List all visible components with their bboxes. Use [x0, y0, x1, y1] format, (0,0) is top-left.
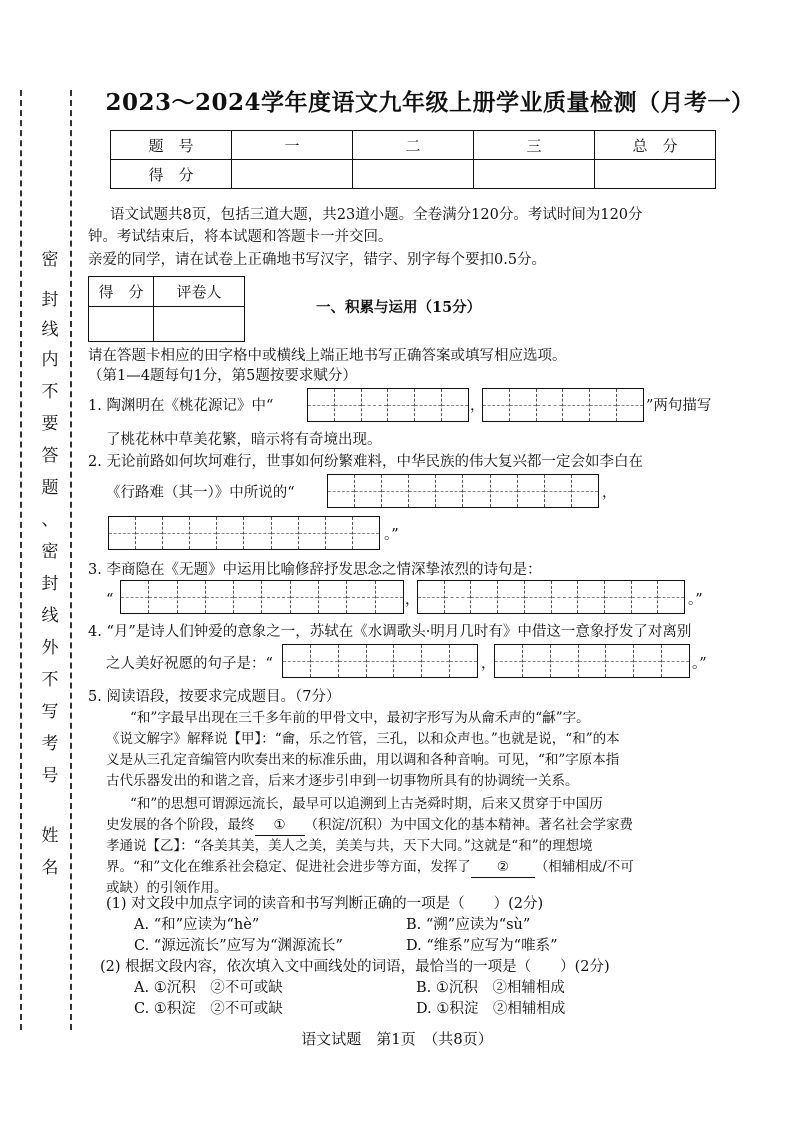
- q5-paragraph-line: 古代乐器发出的和谐之音，后来才逐步引申到一切事物所具有的协调统一关系。: [106, 773, 579, 789]
- score-header-cell: 三: [474, 131, 595, 160]
- intro-line: 钟。考试结束后，将本试题和答题卡一并交回。: [88, 229, 393, 245]
- side-char: 、: [38, 510, 62, 530]
- q4-answer-grid-2[interactable]: [494, 644, 690, 678]
- section-instruction: （第1—4题每句1分，第5题按要求赋分）: [88, 368, 357, 384]
- q1-answer-grid-1[interactable]: [307, 388, 469, 422]
- q5-sub2-option-d[interactable]: D. ①积淀 ②相辅相成: [416, 1001, 566, 1017]
- score-table: [110, 130, 716, 189]
- intro-line: 亲爱的同学，请在试卷上正确地书写汉字，错字、别字每个要扣0.5分。: [88, 252, 547, 268]
- q4-text: 之人美好祝愿的句子是：“: [106, 656, 273, 672]
- side-char: 答: [38, 446, 62, 466]
- q5-paragraph-line: [106, 857, 634, 878]
- q1-comma: ，: [470, 398, 485, 414]
- q2-answer-grid-2[interactable]: [108, 516, 380, 550]
- side-char: 密: [38, 542, 62, 562]
- score-header-cell: 一: [232, 131, 353, 160]
- q5-header: 5. 阅读语段，按要求完成题目。（7分）: [88, 689, 341, 705]
- q3-answer-grid-1[interactable]: [120, 580, 404, 614]
- side-char: 封: [38, 574, 62, 594]
- q3-end: 。”: [688, 592, 703, 608]
- q5-text-fragment: （积淀/沉积）为中国文化的基本精神。著名社会学家费: [304, 817, 634, 833]
- side-char: 写: [38, 702, 62, 722]
- eval-table: [88, 276, 245, 342]
- q1-text: ”两句描写: [646, 398, 712, 414]
- q5-text-fragment: 界。“和”文化在维系社会稳定、促进社会进步等方面，发挥了: [106, 859, 471, 875]
- q3-open: “: [106, 592, 114, 608]
- side-char: 考: [38, 734, 62, 754]
- score-input-cell[interactable]: [474, 160, 595, 189]
- q5-paragraph-line: 孝通说【乙】：“各美其美，美人之美，美美与共，天下大同。”这就是“和”的理想境: [106, 838, 593, 854]
- score-input-cell[interactable]: [595, 160, 716, 189]
- q5-paragraph-line: 义是从三孔定音编管内吹奏出来的标准乐曲，用以调和各种音响。可见，“和”字原本指: [106, 752, 620, 768]
- q1-text: 了桃花林中草美花繁，暗示将有奇境出现。: [106, 432, 382, 448]
- eval-input-cell[interactable]: [89, 307, 154, 342]
- q2-text: 《行路难（其一）》中所说的“: [106, 485, 295, 501]
- side-char: 内: [38, 350, 62, 370]
- q4-answer-grid-1[interactable]: [282, 644, 478, 678]
- section-heading: 一、积累与运用（15分）: [316, 299, 482, 316]
- q5-sub1-option-a[interactable]: A. “和”应读为“hè”: [134, 917, 260, 933]
- q4-end: 。”: [692, 656, 707, 672]
- q2-text: 2. 无论前路如何坎坷难行，世事如何纷繁难料，中华民族的伟大复兴都一定会如李白在: [88, 454, 643, 470]
- side-char: 线: [38, 606, 62, 626]
- score-label-cell: 得 分: [111, 160, 232, 189]
- score-header-cell: 二: [353, 131, 474, 160]
- side-char: 名: [38, 858, 62, 878]
- side-char: 封: [38, 290, 62, 310]
- q5-sub1-option-b[interactable]: B. “溯”应读为“sù”: [406, 917, 531, 933]
- q5-paragraph-line: “和”的思想可谓源远流长，最早可以追溯到上古尧舜时期，后来又贯穿于中国历: [130, 796, 603, 812]
- q5-sub2-option-b[interactable]: B. ①沉积 ②相辅相成: [416, 980, 565, 996]
- q5-paragraph-line: 《说文解字》解释说【甲】：“龠，乐之竹管，三孔，以和众声也。”也就是说，“和”的本: [106, 731, 620, 747]
- eval-input-cell[interactable]: [154, 307, 245, 342]
- q4-text: 4. “月”是诗人们钟爱的意象之一，苏轼在《水调歌头·明月几时有》中借这一意象抒发了对离别: [88, 624, 692, 640]
- q5-blank-2[interactable]: ②: [471, 857, 535, 878]
- side-char: 姓: [38, 826, 62, 846]
- q3-comma: ，: [405, 592, 420, 608]
- q3-text: 3. 李商隐在《无题》中运用比喻修辞抒发思念之情深挚浓烈的诗句是：: [88, 562, 542, 578]
- q5-sub1-option-d[interactable]: D. “维系”应写为“唯系”: [406, 938, 558, 954]
- score-input-cell[interactable]: [353, 160, 474, 189]
- binding-line-inner: [70, 90, 72, 1030]
- section-instruction: 请在答题卡相应的田字格中或横线上端正地书写正确答案或填写相应选项。: [88, 348, 567, 364]
- side-char: 外: [38, 638, 62, 658]
- q5-sub1-option-c[interactable]: C. “源远流长”应写为“渊源流长”: [134, 938, 343, 954]
- side-char: 不: [38, 670, 62, 690]
- binding-line-outer: [20, 90, 22, 1030]
- page-footer: 语文试题 第1页 （共8页）: [301, 1030, 493, 1048]
- q5-sub2-option-c[interactable]: C. ①积淀 ②不可或缺: [134, 1001, 283, 1017]
- q2-comma: ，: [602, 485, 617, 501]
- side-char: 不: [38, 382, 62, 402]
- q2-end: 。”: [384, 527, 399, 543]
- q3-answer-grid-2[interactable]: [417, 580, 685, 614]
- q5-paragraph-line: “和”字最早出现在三千多年前的甲骨文中，最初字形写为从龠禾声的“龢”字。: [130, 710, 590, 726]
- score-header-cell: 题 号: [111, 131, 232, 160]
- q5-sub2-stem: (2) 根据文段内容，依次填入文中画线处的词语，最恰当的一项是（ ）(2分): [100, 959, 610, 975]
- q4-comma: ，: [481, 656, 496, 672]
- side-char: 线: [38, 320, 62, 340]
- q1-answer-grid-2[interactable]: [482, 388, 644, 422]
- score-header-cell: 总 分: [595, 131, 716, 160]
- q5-text-fragment: 史发展的各个阶段，最终: [106, 817, 255, 833]
- q2-answer-grid-1[interactable]: [327, 474, 599, 508]
- q5-sub1-stem: (1) 对文段中加点字词的读音和书写判断正确的一项是（ ）(2分): [106, 896, 544, 912]
- q5-sub2-option-a[interactable]: A. ①沉积 ②不可或缺: [134, 980, 283, 996]
- side-char: 要: [38, 414, 62, 434]
- q5-blank-1[interactable]: ①: [255, 815, 305, 836]
- eval-header-cell: 得 分: [89, 277, 154, 307]
- page-title: 2023～2024学年度语文九年级上册学业质量检测（月考一）: [105, 89, 755, 116]
- side-char: 密: [38, 250, 62, 270]
- score-input-cell[interactable]: [232, 160, 353, 189]
- side-char: 号: [38, 766, 62, 786]
- eval-header-cell: 评卷人: [154, 277, 245, 307]
- q5-paragraph-line: [106, 815, 633, 836]
- q5-text-fragment: （相辅相成/不可: [534, 859, 634, 875]
- side-char: 题: [38, 478, 62, 498]
- q5-paragraph-line: 或缺）的引领作用。: [106, 880, 228, 896]
- q1-text: 1. 陶渊明在《桃花源记》中“: [88, 398, 274, 414]
- intro-line: 语文试题共8页，包括三道大题，共23道小题。全卷满分120分。考试时间为120分: [110, 207, 643, 223]
